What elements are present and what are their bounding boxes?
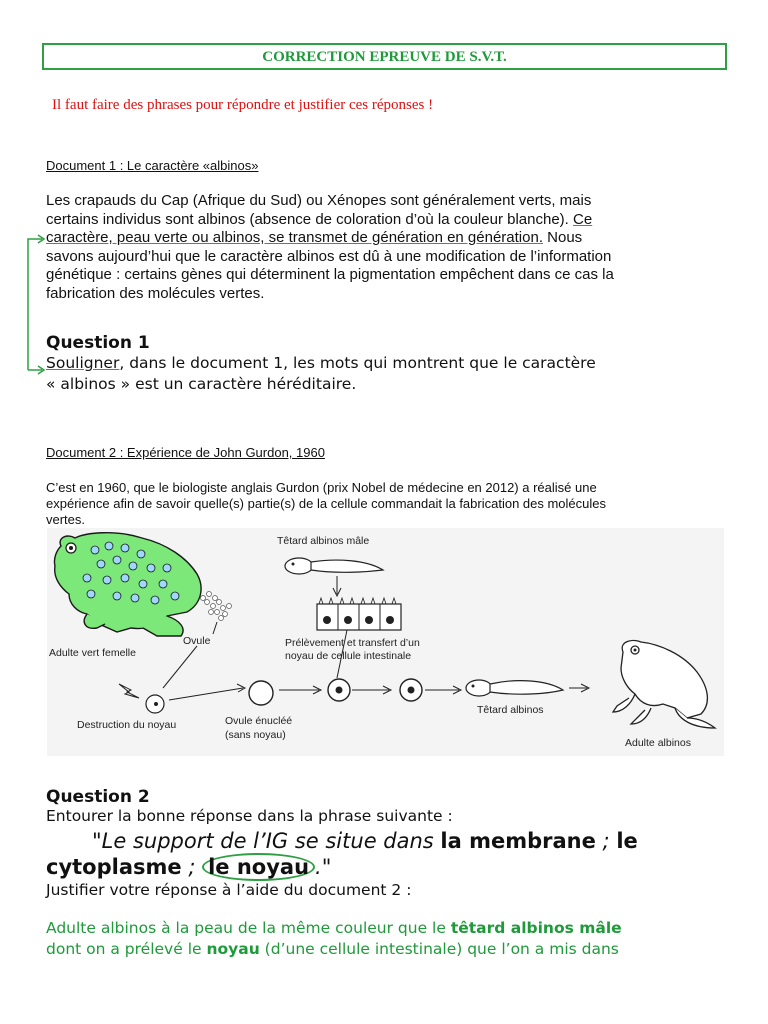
q2-sep1: ; <box>595 829 617 853</box>
answer-bold2: noyau <box>206 940 260 958</box>
doc2-line1: C’est en 1960, que le biologiste anglais Gurdon (prix Nobel de médecine en 2012) a réalisé une <box>46 480 597 495</box>
option-cytoplasme-part2: cytoplasme <box>46 855 182 879</box>
answer-part2: dont on a prélevé le <box>46 940 207 958</box>
label-tetard-male: Têtard albinos mâle <box>277 535 370 547</box>
doc1-line2 <box>46 211 736 230</box>
label-prelevement-1: Prélèvement et transfert d’un <box>285 637 420 649</box>
doc1-line3-end: Nous <box>543 229 583 246</box>
label-ovule-enucleee: Ovule énucléé <box>225 715 293 727</box>
q1-line2: « albinos » est un caractère héréditaire. <box>46 375 357 393</box>
answer-paragraph <box>46 918 756 960</box>
document1-paragraph <box>46 192 736 303</box>
doc1-line6: fabrication des molécules vertes. <box>46 284 265 302</box>
answer-line2 <box>46 939 756 960</box>
answer-bold1: têtard albinos mâle <box>450 919 622 937</box>
q2-sep2: ; <box>181 855 203 879</box>
doc1-line1: Les crapauds du Cap (Afrique du Sud) ou Xénopes sont généralement verts, mais <box>46 192 592 209</box>
title-box <box>42 43 727 70</box>
label-adulte-albinos: Adulte albinos <box>625 737 691 749</box>
answer-part1: Adulte albinos à la peau de la même couleur que le <box>46 919 451 937</box>
enucleated-ovule-cell <box>249 681 273 705</box>
label-sans-noyau: (sans noyau) <box>225 729 286 741</box>
question2-justify: Justifier votre réponse à l’aide du document 2 : <box>46 881 412 899</box>
label-destruction: Destruction du noyau <box>77 719 177 731</box>
label-ovule: Ovule <box>183 635 211 647</box>
question2-instruction: Entourer la bonne réponse dans la phrase suivante : <box>46 807 453 825</box>
doc2-line2: expérience afin de savoir quelle(s) partie(s) de la cellule commandait la fabrication des molécules <box>46 496 607 511</box>
document1-heading: Document 1 : Le caractère «albinos» <box>46 158 259 173</box>
doc1-line3 <box>46 229 736 248</box>
document2-heading: Document 2 : Expérience de John Gurdon, 1960 <box>46 445 325 460</box>
label-adult-green-female: Adulte vert femelle <box>49 647 136 659</box>
document2-paragraph <box>46 480 746 528</box>
doc1-line5: génétique : certains gènes qui déterminent la pigmentation empêchent dans ce cas la <box>46 266 614 283</box>
label-prelevement-2: noyau de cellule intestinale <box>285 650 412 662</box>
option-cytoplasme-part1: le <box>616 829 638 853</box>
q1-underlined-word: Souligner <box>46 354 120 372</box>
page-title: CORRECTION EPREUVE DE S.V.T. <box>262 49 507 65</box>
q2-sentence-line1 <box>46 828 746 854</box>
q2-quote-end: ." <box>315 855 332 879</box>
doc1-underlined-text: caractère, peau verte ou albinos, se transmet de génération en génération. <box>46 229 543 246</box>
q2-sentence-line2 <box>46 854 746 880</box>
question2-sentence <box>46 828 746 880</box>
doc1-line2-text: certains individus sont albinos (absence de coloration d’où la couleur blanche). <box>46 210 573 228</box>
q1-line1-rest: , dans le document 1, les mots qui montrent que le caractère <box>119 354 596 372</box>
question1-title: Question 1 <box>46 333 150 353</box>
instruction-text: Il faut faire des phrases pour répondre et justifier ces réponses ! <box>52 97 434 113</box>
q1-line1 <box>46 353 746 374</box>
doc1-line4: savons aujourd’hui que le caractère albinos est dû à une modification de l’information <box>46 247 612 265</box>
option-membrane: la membrane <box>440 829 596 853</box>
question1-text <box>46 353 746 395</box>
doc2-line3: vertes. <box>46 512 86 527</box>
answer-part3: (d’une cellule intestinale) que l’on a mis dans <box>259 940 619 958</box>
gurdon-experiment-figure <box>47 528 724 756</box>
label-tetard-albinos: Têtard albinos <box>477 704 544 716</box>
question2-title: Question 2 <box>46 787 150 807</box>
answer-line1 <box>46 918 756 939</box>
option-noyau-circled: le noyau <box>202 853 315 881</box>
q2-quote-start: "Le support de l’IG se situe dans <box>92 829 441 853</box>
doc1-underlined-start: Ce <box>573 210 593 228</box>
